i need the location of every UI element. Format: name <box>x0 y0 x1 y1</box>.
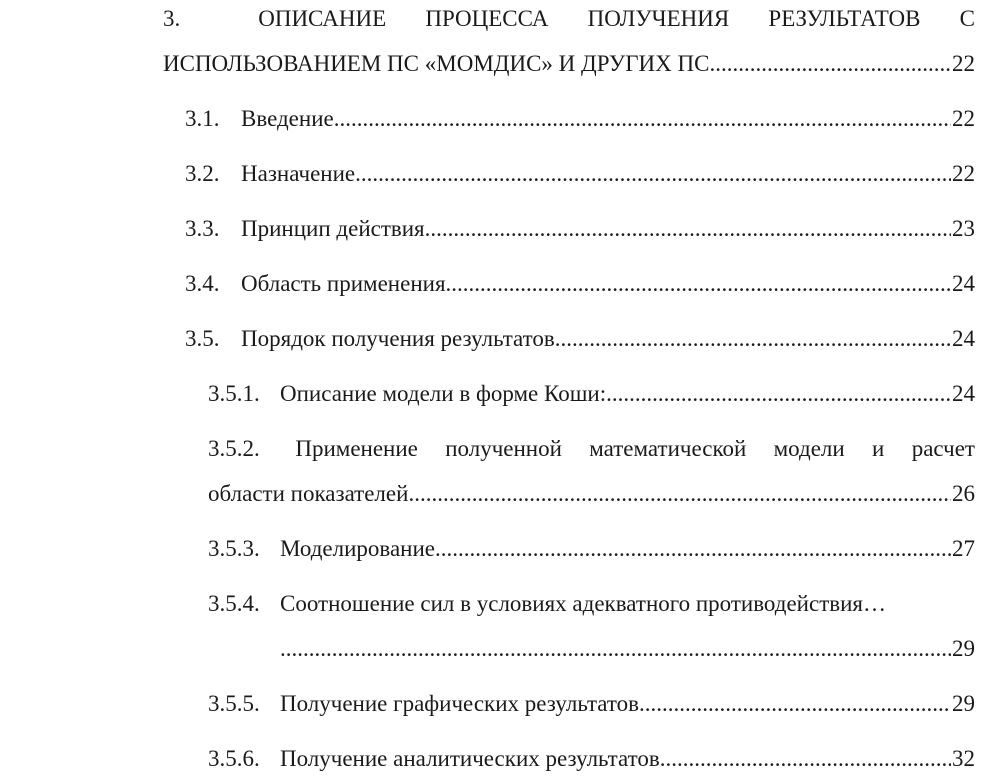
toc-page-number: 23 <box>952 216 975 241</box>
toc-entry-title: Описание модели в форме Коши: <box>280 381 607 406</box>
toc-entry-title: Получение аналитических результатов <box>280 746 660 771</box>
toc-entry-title: Принцип действия <box>241 216 425 241</box>
toc-entry-number: 3.5.3. <box>208 536 260 561</box>
toc-entry-3-5-5[interactable] <box>208 688 975 720</box>
toc-entry-title: Область применения <box>241 271 446 296</box>
toc-entry-word: расчет <box>911 436 975 461</box>
toc-dot-leader <box>660 743 951 775</box>
toc-entry-word: и <box>872 436 885 461</box>
toc-page-number: 29 <box>952 691 975 716</box>
toc-dot-leader <box>435 533 951 565</box>
toc-entry-3-3[interactable] <box>185 213 975 245</box>
toc-entry-number: 3.1. <box>185 106 220 131</box>
toc-entry-3-5-2-line2[interactable] <box>208 478 975 510</box>
toc-entry-word: модели <box>773 436 845 461</box>
toc-dot-leader <box>334 103 951 135</box>
toc-dot-leader <box>606 378 951 410</box>
toc-entry-number: 3.3. <box>185 216 220 241</box>
toc-chapter-word: РЕЗУЛЬТАТОВ <box>768 6 921 31</box>
toc-page-number: 26 <box>952 481 975 506</box>
toc-dot-leader <box>280 633 951 665</box>
toc-chapter-word: ОПИСАНИЕ <box>258 6 387 31</box>
toc-entry-3-5-3[interactable] <box>208 533 975 565</box>
toc-page-number: 24 <box>952 271 975 296</box>
toc-entry-word: полученной <box>445 436 562 461</box>
toc-entry-title: области показателей <box>208 481 409 506</box>
toc-dot-leader <box>709 48 951 80</box>
toc-chapter-3-line2[interactable] <box>163 48 975 80</box>
toc-chapter-title: ИСПОЛЬЗОВАНИЕМ ПС «МОМДИС» И ДРУГИХ ПС <box>163 51 710 76</box>
toc-dot-leader <box>355 158 951 190</box>
toc-chapter-3-line1[interactable] <box>163 3 975 35</box>
toc-entry-number: 3.4. <box>185 271 220 296</box>
toc-entry-3-5-1[interactable] <box>208 378 975 410</box>
toc-entry-title: Порядок получения результатов <box>241 326 555 351</box>
toc-entry-word: Применение <box>295 436 418 461</box>
toc-dot-leader <box>639 688 951 720</box>
toc-dot-leader <box>555 323 951 355</box>
toc-entry-number: 3.5.2. <box>208 436 260 461</box>
toc-page-number: 27 <box>952 536 975 561</box>
toc-entry-number: 3.5. <box>185 326 220 351</box>
toc-entry-3-5-4-line1[interactable] <box>208 588 975 620</box>
toc-page-number: 32 <box>952 746 975 771</box>
toc-entry-number: 3.5.6. <box>208 746 260 771</box>
toc-entry-3-4[interactable] <box>185 268 975 300</box>
toc-page-number: 24 <box>952 326 975 351</box>
toc-dot-leader <box>408 478 951 510</box>
toc-entry-number: 3.5.1. <box>208 381 260 406</box>
toc-entry-word: математической <box>589 436 747 461</box>
toc-dot-leader <box>425 213 951 245</box>
toc-entry-3-1[interactable] <box>185 103 975 135</box>
toc-entry-title: Назначение <box>241 161 356 186</box>
toc-chapter-word: С <box>959 6 975 31</box>
toc-entry-3-5[interactable] <box>185 323 975 355</box>
toc-dot-leader <box>446 268 951 300</box>
toc-entry-3-5-4-line2[interactable] <box>280 633 975 665</box>
toc-chapter-word: ПРОЦЕССА <box>425 6 549 31</box>
toc-entry-title: Получение графических результатов <box>280 691 640 716</box>
toc-entry-3-5-6[interactable] <box>208 743 975 775</box>
toc-chapter-number: 3. <box>163 6 181 31</box>
toc-entry-number: 3.2. <box>185 161 220 186</box>
toc-page-number: 22 <box>952 51 975 76</box>
toc-entry-3-5-2-line1[interactable] <box>208 433 975 465</box>
toc-entry-title: Моделирование <box>280 536 436 561</box>
toc-entry-number: 3.5.5. <box>208 691 260 716</box>
toc-entry-title: Введение <box>241 106 334 131</box>
toc-page-number: 29 <box>952 636 975 661</box>
toc-page-number: 22 <box>952 106 975 131</box>
toc-chapter-word: ПОЛУЧЕНИЯ <box>587 6 730 31</box>
toc-page-number: 24 <box>952 381 975 406</box>
toc-entry-number: 3.5.4. <box>208 591 260 616</box>
toc-entry-3-2[interactable] <box>185 158 975 190</box>
toc-page-number: 22 <box>952 161 975 186</box>
toc-entry-title: Соотношение сил в условиях адекватного противодействия… <box>280 591 886 616</box>
